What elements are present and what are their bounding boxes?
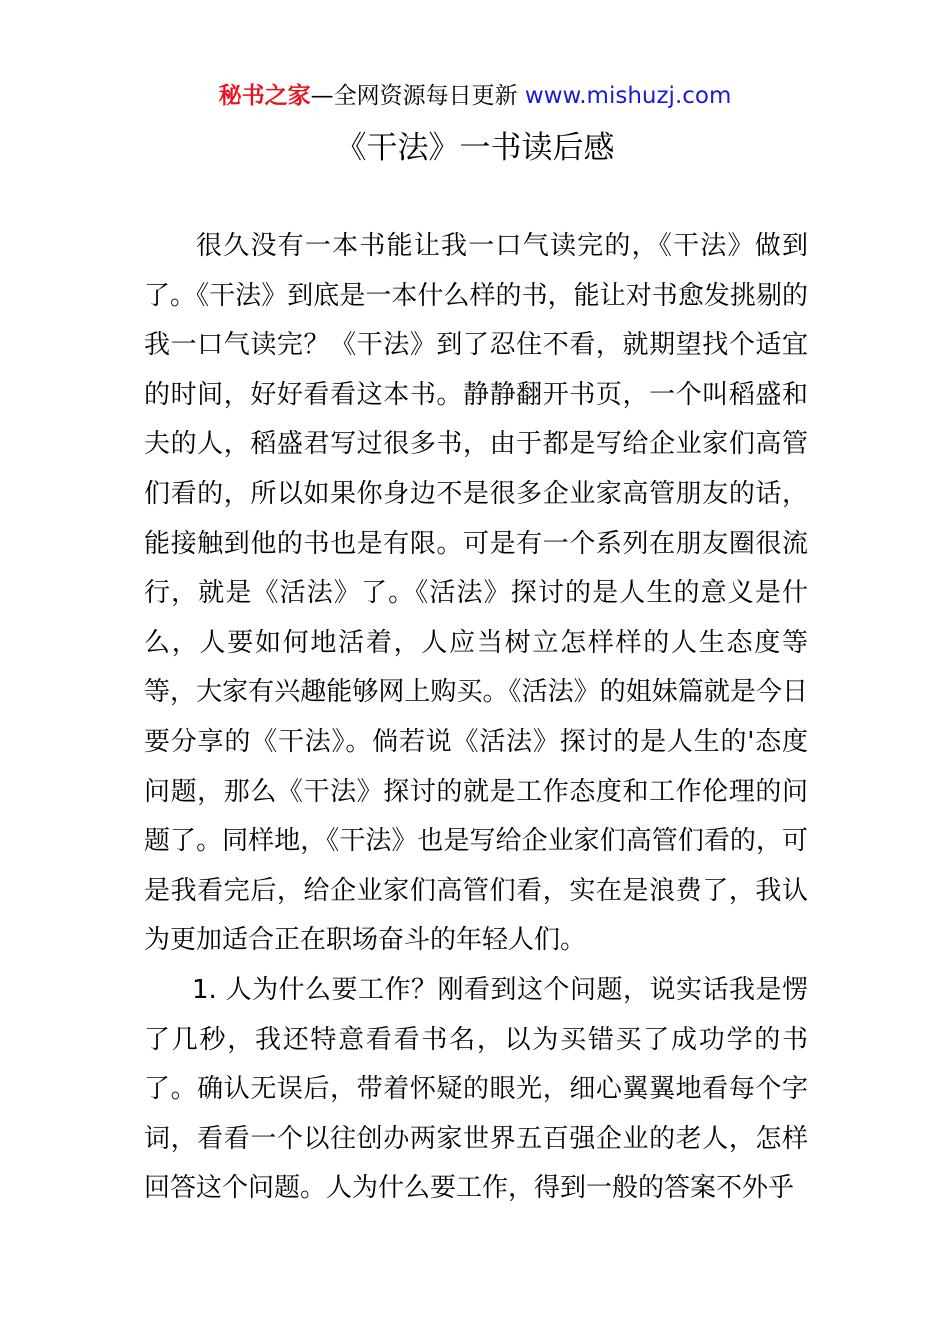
- paragraph-intro: 很久没有一本书能让我一口气读完的，《干法》做到了。《干法》到底是一本什么样的书，能让对书愈发挑剔的我一口气读完？《干法》到了忍住不看，就期望找个适宜的时间，好好看看这本书。静静翻开书页，一个叫稻盛和夫的人，稻盛君写过很多书，由于都是写给企业家们高管们看的，所以如果你身边不是很多企业家高管朋友的话，能接触到他的书也是有限。可是有一个系列在朋友圈很流行，就是《活法》了。《活法》探讨的是人生的意义是什么，人要如何地活着，人应当树立怎样样的人生态度等等，大家有兴趣能够网上购买。《活法》的姐妹篇就是今日要分享的《干法》。倘若说《活法》探讨的是人生的'态度问题，那么《干法》探讨的就是工作态度和工作伦理的问题了。同样地，《干法》也是写给企业家们高管们看的，可是我看完后，给企业家们高管们看，实在是浪费了，我认为更加适合正在职场奋斗的年轻人们。: [144, 231, 808, 956]
- document-body: [144, 222, 808, 1214]
- site-header: [0, 80, 950, 112]
- paragraph-point-1: 1. 人为什么要工作？刚看到这个问题，说实话我是愣了几秒，我还特意看看书名，以为买错买了成功学的书了。确认无误后，带着怀疑的眼光，细心翼翼地看每个字词，看看一个以往创办两家世界五百强企业的老人，怎样回答这个问题。人为什么要工作，得到一般的答案不外乎: [144, 974, 808, 1204]
- document-title: 《干法》一书读后感: [335, 130, 615, 166]
- header-tagline: —全网资源每日更新: [310, 83, 525, 109]
- site-url-link[interactable]: www.mishuzj.com: [524, 83, 732, 109]
- brand-name: 秘书之家: [218, 83, 311, 109]
